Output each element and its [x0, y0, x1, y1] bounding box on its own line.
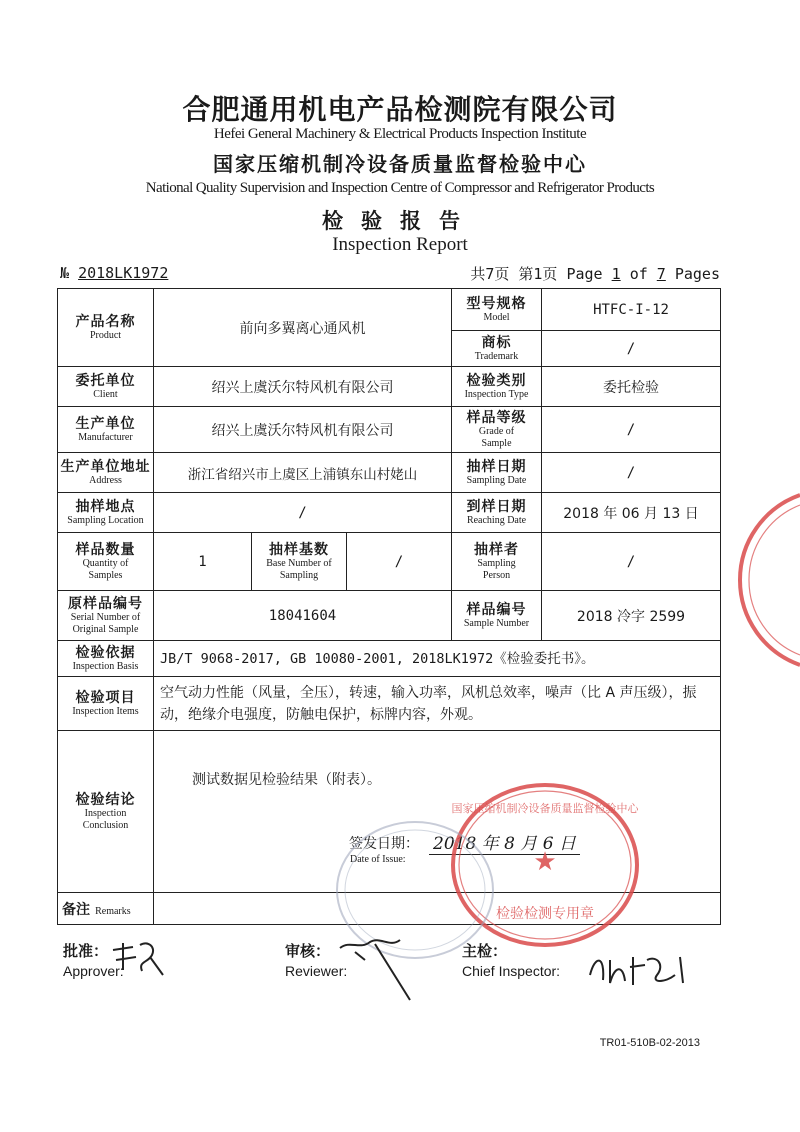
reviewer-label-en: Reviewer:: [285, 963, 348, 979]
quantity-value: 1: [154, 533, 252, 591]
quantity-label: 样品数量 Quantity of Samples: [58, 533, 154, 591]
table-row: [58, 591, 721, 641]
basis-label: 检验依据 Inspection Basis: [58, 641, 154, 677]
reaching-date-value: 2018 年 06 月 13 日: [542, 493, 721, 533]
chief-label-en: Chief Inspector:: [462, 963, 561, 979]
serial-number-value: 18041604: [154, 591, 452, 641]
issue-date-label: 签发日期：: [349, 836, 419, 852]
sampling-person-label: 抽样者 Sampling Person: [452, 533, 542, 591]
table-row: [58, 453, 721, 493]
base-number-value: /: [347, 533, 452, 591]
approver-handwriting: [108, 935, 168, 980]
approver-label-en: Approver:: [63, 963, 124, 979]
reviewer-handwriting: [335, 930, 425, 1010]
inspection-type-value: 委托检验: [542, 367, 721, 407]
table-row: [58, 641, 721, 677]
report-number-value: 2018LK1972: [78, 264, 169, 282]
svg-text:★: ★: [533, 847, 557, 877]
reaching-date-label: 到样日期 Reaching Date: [452, 493, 542, 533]
manufacturer-label: 生产单位 Manufacturer: [58, 407, 154, 453]
svg-text:检验检测专用章: 检验检测专用章: [496, 906, 594, 922]
report-number: [60, 264, 168, 282]
base-number-label: 抽样基数 Base Number of Sampling: [252, 533, 347, 591]
page-current: 1: [611, 265, 621, 283]
product-label: 产品名称 Product: [58, 289, 154, 367]
form-code: TR01-510B-02-2013: [599, 1037, 700, 1049]
chief-handwriting: [585, 945, 695, 990]
sample-number-label: 样品编号 Sample Number: [452, 591, 542, 641]
page-en-prefix: Page: [566, 265, 603, 283]
trademark-value: /: [542, 331, 721, 367]
items-value: 空气动力性能（风量，全压），转速，输入功率，风机总效率，噪声（比 A 声压级），振动，绝缘介电强度，防触电保护，标牌内容，外观。: [154, 677, 721, 731]
inspection-type-label: 检验类别 Inspection Type: [452, 367, 542, 407]
conclusion-label: 检验结论 Inspection Conclusion: [58, 731, 154, 893]
chief-inspector-signature: [462, 940, 560, 979]
table-row: [58, 677, 721, 731]
table-row: [58, 367, 721, 407]
edge-seal: [725, 490, 800, 670]
conclusion-value: 测试数据见检验结果（附表）。: [192, 772, 381, 788]
model-value: HTFC-I-12: [542, 289, 721, 331]
page-of: of: [629, 265, 648, 283]
reviewer-label-cn: 审核：: [285, 942, 331, 960]
page-info: [470, 263, 720, 284]
address-label: 生产单位地址 Address: [58, 453, 154, 493]
table-row: [58, 533, 721, 591]
basis-value: JB/T 9068-2017, GB 10080-2001, 2018LK1972《检验委托书》。: [154, 641, 721, 677]
grade-value: /: [542, 407, 721, 453]
issue-date-label-en: Date of Issue:: [350, 854, 406, 865]
remarks-label: 备注 Remarks: [58, 893, 154, 925]
model-label: 型号规格 Model: [452, 289, 542, 331]
sampling-date-value: /: [542, 453, 721, 493]
client-value: 绍兴上虞沃尔特风机有限公司: [154, 367, 452, 407]
product-value: 前向多翼离心通风机: [154, 289, 452, 367]
institute-name-cn: 合肥通用机电产品检测院有限公司: [182, 93, 618, 126]
address-value: 浙江省绍兴市上虞区上浦镇东山村姥山: [154, 453, 452, 493]
center-name-cn: 国家压缩机制冷设备质量监督检验中心: [213, 152, 587, 176]
grade-label: 样品等级 Grade of Sample: [452, 407, 542, 453]
sampling-date-label: 抽样日期 Sampling Date: [452, 453, 542, 493]
issue-date-handwritten: 2018 年 8 月 6 日: [429, 829, 580, 855]
report-number-prefix: №: [60, 264, 70, 282]
svg-text:国家压缩机制冷设备质量监督检验中心: 国家压缩机制冷设备质量监督检验中心: [451, 802, 639, 815]
page-total: 7: [656, 265, 666, 283]
serial-number-label: 原样品编号 Serial Number of Original Sample: [58, 591, 154, 641]
center-name-en: National Quality Supervision and Inspection Centre of Compressor and Refrigerator Products: [145, 180, 655, 196]
table-row: [58, 289, 721, 331]
table-row: [58, 407, 721, 453]
current-page-cn: 第1页: [518, 265, 558, 283]
page-suffix: Pages: [674, 265, 720, 283]
institute-name-en: Hefei General Machinery & Electrical Products Inspection Institute: [213, 126, 587, 142]
trademark-label: 商标 Trademark: [452, 331, 542, 367]
report-title-en: Inspection Report: [332, 234, 468, 255]
items-label: 检验项目 Inspection Items: [58, 677, 154, 731]
table-row: [58, 493, 721, 533]
client-label: 委托单位 Client: [58, 367, 154, 407]
sampling-location-label: 抽样地点 Sampling Location: [58, 493, 154, 533]
manufacturer-value: 绍兴上虞沃尔特风机有限公司: [154, 407, 452, 453]
sampling-person-value: /: [542, 533, 721, 591]
approver-label-cn: 批准：: [63, 942, 109, 960]
sampling-location-value: /: [154, 493, 452, 533]
report-title-cn: 检验报告: [322, 208, 478, 233]
sample-number-value: 2018 冷字 2599: [542, 591, 721, 641]
total-pages-cn: 共7页: [470, 265, 510, 283]
chief-label-cn: 主检：: [462, 942, 508, 960]
